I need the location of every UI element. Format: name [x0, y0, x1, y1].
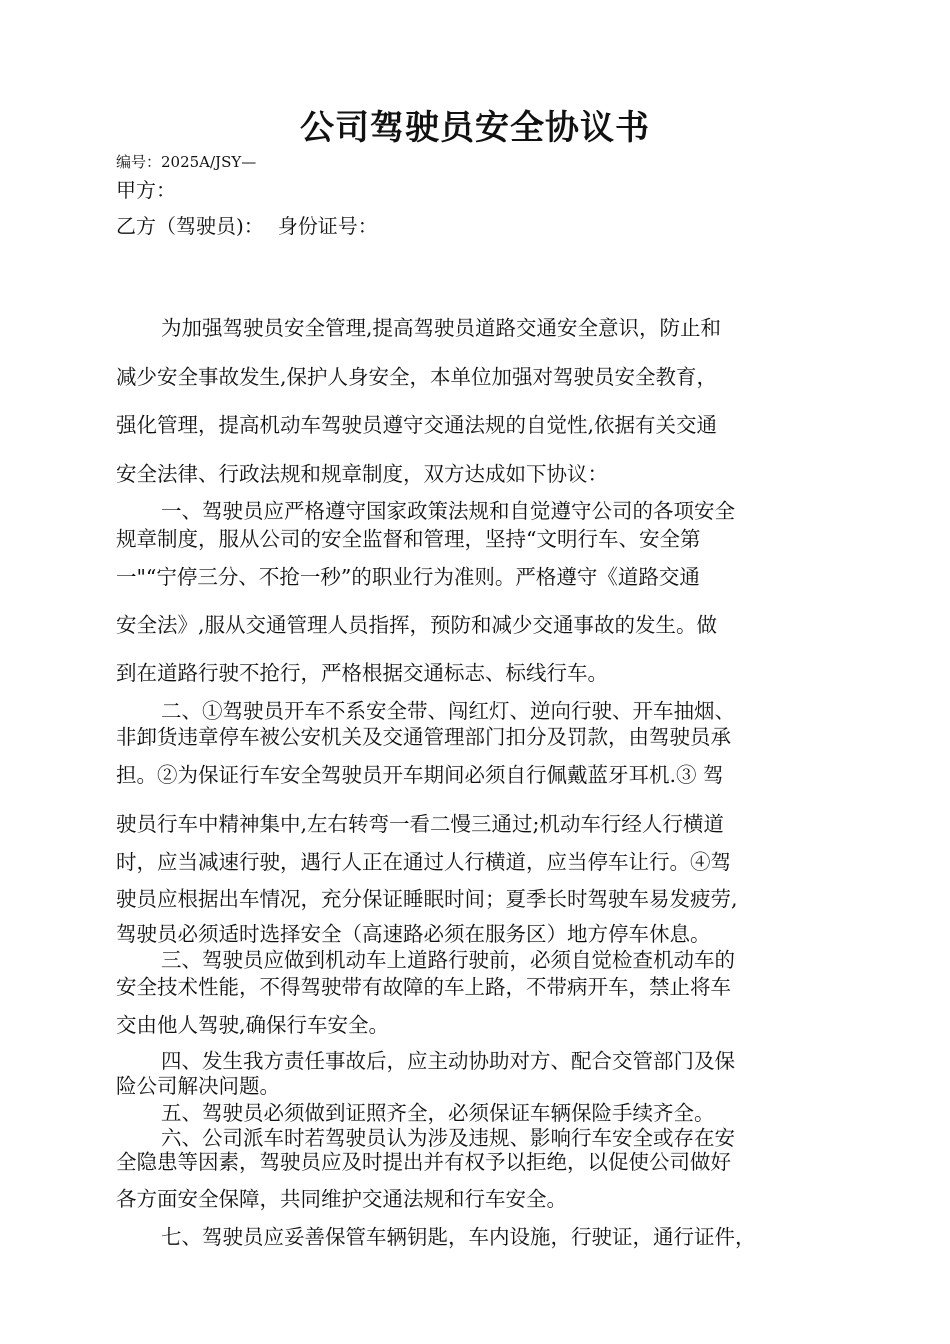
clause-4-line: 险公司解决问题。 — [116, 1074, 280, 1098]
clause-7-line: 七、驾驶员应妥善保管车辆钥匙，车内设施，行驶证，通行证件， — [161, 1225, 756, 1249]
clause-2-line: 时，应当减速行驶，遇行人正在通过人行横道，应当停车让行。④驾 — [116, 850, 731, 874]
clause-1-line: 一"“宁停三分、不抢一秒”的职业行为准则。严格遵守《道路交通 — [116, 565, 700, 589]
preamble-line: 为加强驾驶员安全管理,提高驾驶员道路交通安全意识，防止和 — [161, 316, 722, 340]
clause-6-line: 全隐患等因素，驾驶员应及时提出并有权予以拒绝，以促使公司做好 — [116, 1150, 731, 1174]
clause-6-line: 各方面安全保障，共同维护交通法规和行车安全。 — [116, 1187, 567, 1211]
preamble-line: 减少安全事故发生,保护人身安全，本单位加强对驾驶员安全教育， — [116, 365, 718, 389]
clause-6-line: 六、公司派车时若驾驶员认为涉及违规、影响行车安全或存在安 — [161, 1126, 735, 1150]
preamble-line: 安全法律、行政法规和规章制度，双方达成如下协议： — [116, 462, 608, 486]
clause-1-line: 到在道路行驶不抢行，严格根据交通标志、标线行车。 — [116, 661, 608, 685]
clause-1-line: 一、驾驶员应严格遵守国家政策法规和自觉遵守公司的各项安全 — [161, 499, 735, 523]
party-a-label: 甲方： — [116, 178, 176, 202]
id-number-label: 身份证号： — [277, 214, 378, 238]
party-b-row — [116, 210, 378, 239]
clause-2-line: 驶员应根据出车情况，充分保证睡眠时间；夏季长时驾驶车易发疲劳, — [116, 887, 738, 911]
clause-2-line: 驾驶员必须适时选择安全（高速路必须在服务区）地方停车休息。 — [116, 922, 711, 946]
document-title: 公司驾驶员安全协议书 — [300, 108, 650, 148]
document-number: 编号：2025A/JSY— — [116, 153, 257, 171]
clause-3-line: 交由他人驾驶,确保行车安全。 — [116, 1013, 390, 1037]
clause-2-line: 二、①驾驶员开车不系安全带、闯红灯、逆向行驶、开车抽烟、 — [161, 699, 735, 723]
clause-3-line: 安全技术性能，不得驾驶带有故障的车上路，不带病开车，禁止将车 — [116, 975, 731, 999]
clause-5-line: 五、驾驶员必须做到证照齐全，必须保证车辆保险手续齐全。 — [161, 1101, 715, 1125]
clause-1-line: 规章制度，服从公司的安全监督和管理，坚持“文明行车、安全第 — [116, 527, 701, 551]
clause-1-line: 安全法》,服从交通管理人员指挥，预防和减少交通事故的发生。做 — [116, 613, 718, 637]
clause-3-line: 三、驾驶员应做到机动车上道路行驶前，必须自觉检查机动车的 — [161, 948, 735, 972]
clause-4-line: 四、发生我方责任事故后，应主动协助对方、配合交管部门及保 — [161, 1049, 735, 1073]
party-b-label: 乙方（驾驶员)： — [116, 214, 264, 238]
clause-2-line: 非卸货违章停车被公安机关及交通管理部门扣分及罚款，由驾驶员承 — [116, 725, 731, 749]
clause-2-line: 驶员行车中精神集中,左右转弯一看二慢三通过;机动车行经人行横道 — [116, 812, 724, 836]
clause-2-line: 担。②为保证行车安全驾驶员开车期间必须自行佩戴蓝牙耳机.③ 驾 — [116, 763, 724, 787]
preamble-line: 强化管理，提高机动车驾驶员遵守交通法规的自觉性,依据有关交通 — [116, 413, 718, 437]
